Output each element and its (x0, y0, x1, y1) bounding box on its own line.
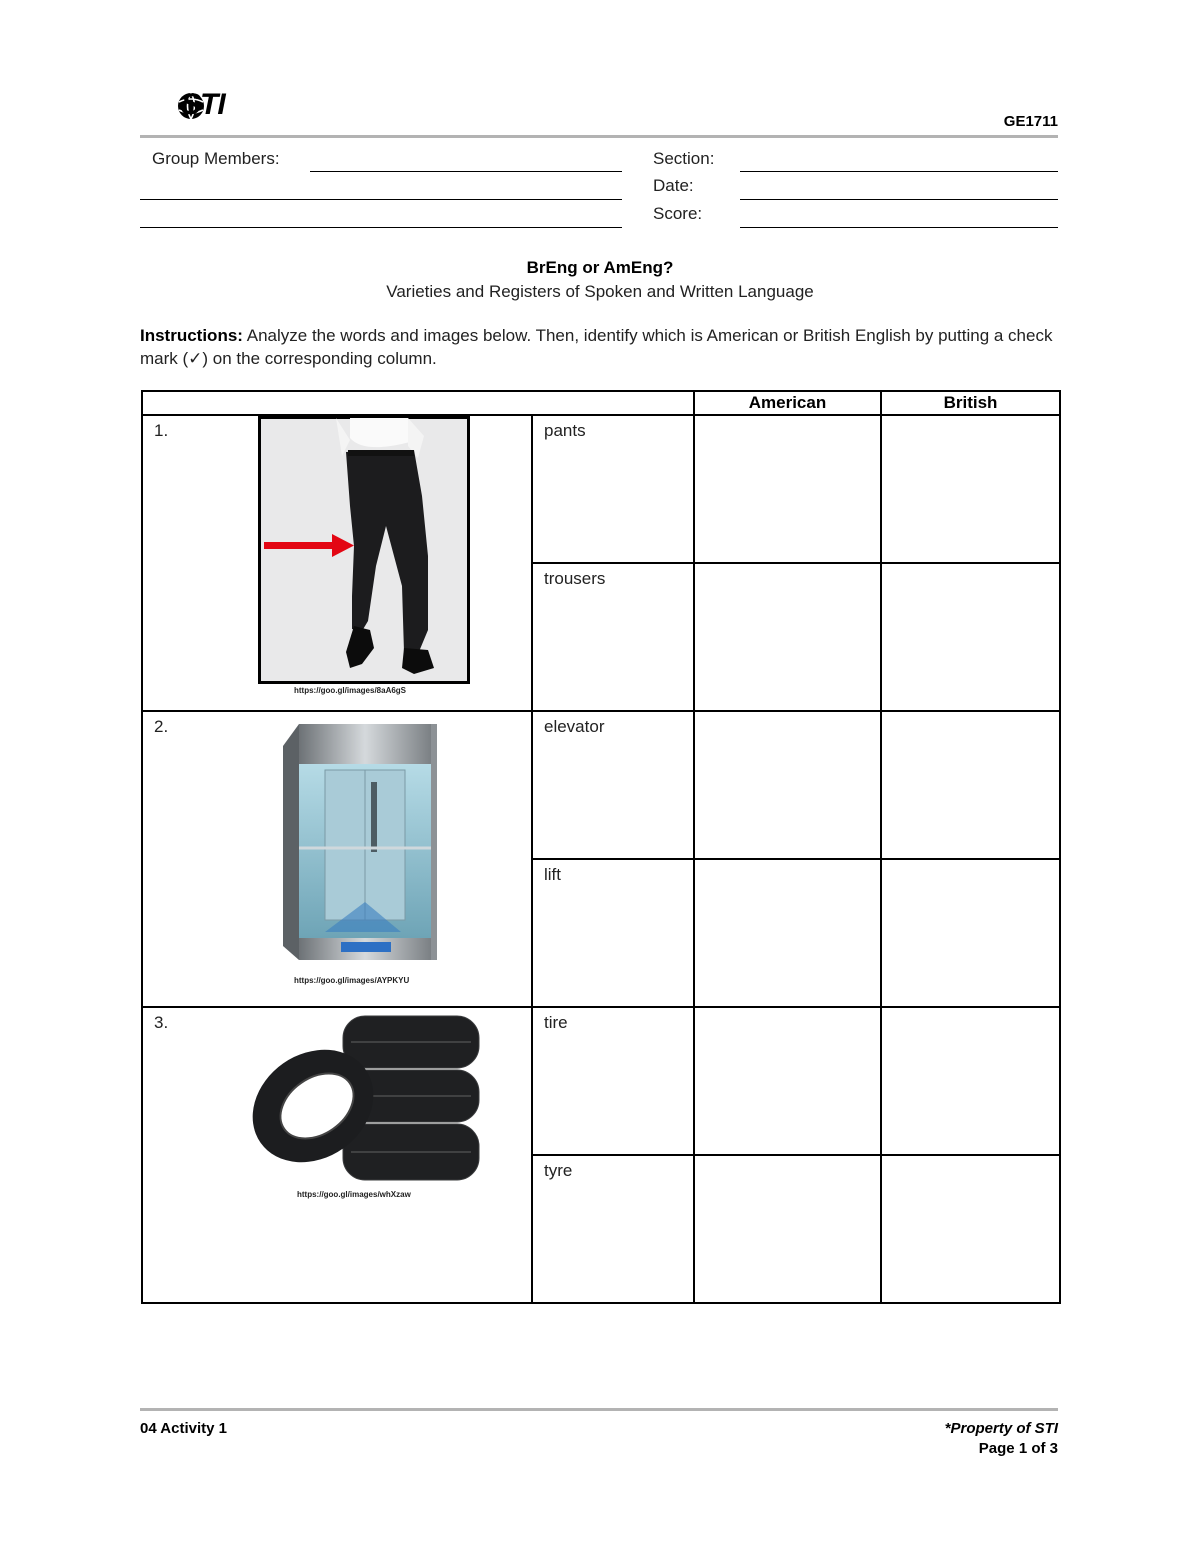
table-row (142, 415, 1060, 563)
group-members-line-3[interactable] (140, 227, 622, 228)
british-check-cell[interactable] (881, 711, 1060, 859)
course-code: GE1711 (1003, 113, 1058, 130)
word-pants: pants (544, 421, 586, 440)
image-source-2: https://goo.gl/images/AYPKYU (294, 976, 410, 985)
elevator-image (281, 724, 441, 964)
trousers-image (258, 416, 470, 684)
sti-logo: STI (181, 88, 225, 121)
header-rule (140, 135, 1058, 138)
word-elevator: elevator (544, 717, 605, 736)
group-members-label: Group Members: (152, 149, 280, 168)
footer-rule (140, 1408, 1058, 1411)
header-blank (142, 391, 694, 415)
word-cell (532, 859, 694, 1007)
word-cell (532, 415, 694, 563)
word-cell (532, 1155, 694, 1303)
header-british: British (881, 391, 1060, 415)
section-label: Section: (653, 149, 715, 168)
word-cell (532, 711, 694, 859)
instructions-text: Analyze the words and images below. Then, identify which is American or British English by putting a check mark (✓) on the corresponding column. (140, 326, 1053, 368)
word-cell (532, 563, 694, 711)
image-source-1: https://goo.gl/images/8aA6gS (294, 686, 407, 695)
image-source-3: https://goo.gl/images/whXzaw (297, 1190, 411, 1199)
word-cell (532, 1007, 694, 1155)
american-check-cell[interactable] (694, 859, 881, 1007)
property-label: *Property of STI (944, 1420, 1058, 1437)
header-american: American (694, 391, 881, 415)
word-tyre: tyre (544, 1161, 573, 1180)
score-line[interactable] (740, 227, 1058, 228)
item-image-cell (142, 711, 532, 1007)
american-check-cell[interactable] (694, 1155, 881, 1303)
british-check-cell[interactable] (881, 563, 1060, 711)
british-check-cell[interactable] (881, 1155, 1060, 1303)
item-number: 3. (154, 1013, 169, 1032)
table-header-row (142, 391, 1060, 415)
score-label: Score: (653, 204, 703, 223)
table-row (142, 711, 1060, 859)
table-row (142, 1007, 1060, 1155)
group-members-line-2[interactable] (140, 199, 622, 200)
american-check-cell[interactable] (694, 1007, 881, 1155)
section-line[interactable] (740, 171, 1058, 172)
worksheet-table (141, 390, 1061, 1304)
item-image-cell (142, 1007, 532, 1303)
british-check-cell[interactable] (881, 415, 1060, 563)
british-check-cell[interactable] (881, 1007, 1060, 1155)
american-check-cell[interactable] (694, 563, 881, 711)
instructions-label: Instructions: (140, 326, 243, 345)
word-lift: lift (544, 865, 561, 884)
date-label: Date: (653, 176, 694, 195)
worksheet-subtitle: Varieties and Registers of Spoken and Written Language (386, 282, 814, 301)
item-number: 1. (154, 421, 169, 440)
american-check-cell[interactable] (694, 415, 881, 563)
activity-label: 04 Activity 1 (140, 1420, 227, 1437)
group-members-line-1[interactable] (310, 171, 622, 172)
date-line[interactable] (740, 199, 1058, 200)
british-check-cell[interactable] (881, 859, 1060, 1007)
page-number: Page 1 of 3 (978, 1440, 1058, 1457)
item-number: 2. (154, 717, 169, 736)
word-trousers: trousers (544, 569, 606, 588)
item-image-cell (142, 415, 532, 711)
instructions (140, 324, 1060, 370)
worksheet-title: BrEng or AmEng? (526, 258, 674, 277)
word-tire: tire (544, 1013, 568, 1032)
tires-image (243, 1014, 483, 1186)
american-check-cell[interactable] (694, 711, 881, 859)
